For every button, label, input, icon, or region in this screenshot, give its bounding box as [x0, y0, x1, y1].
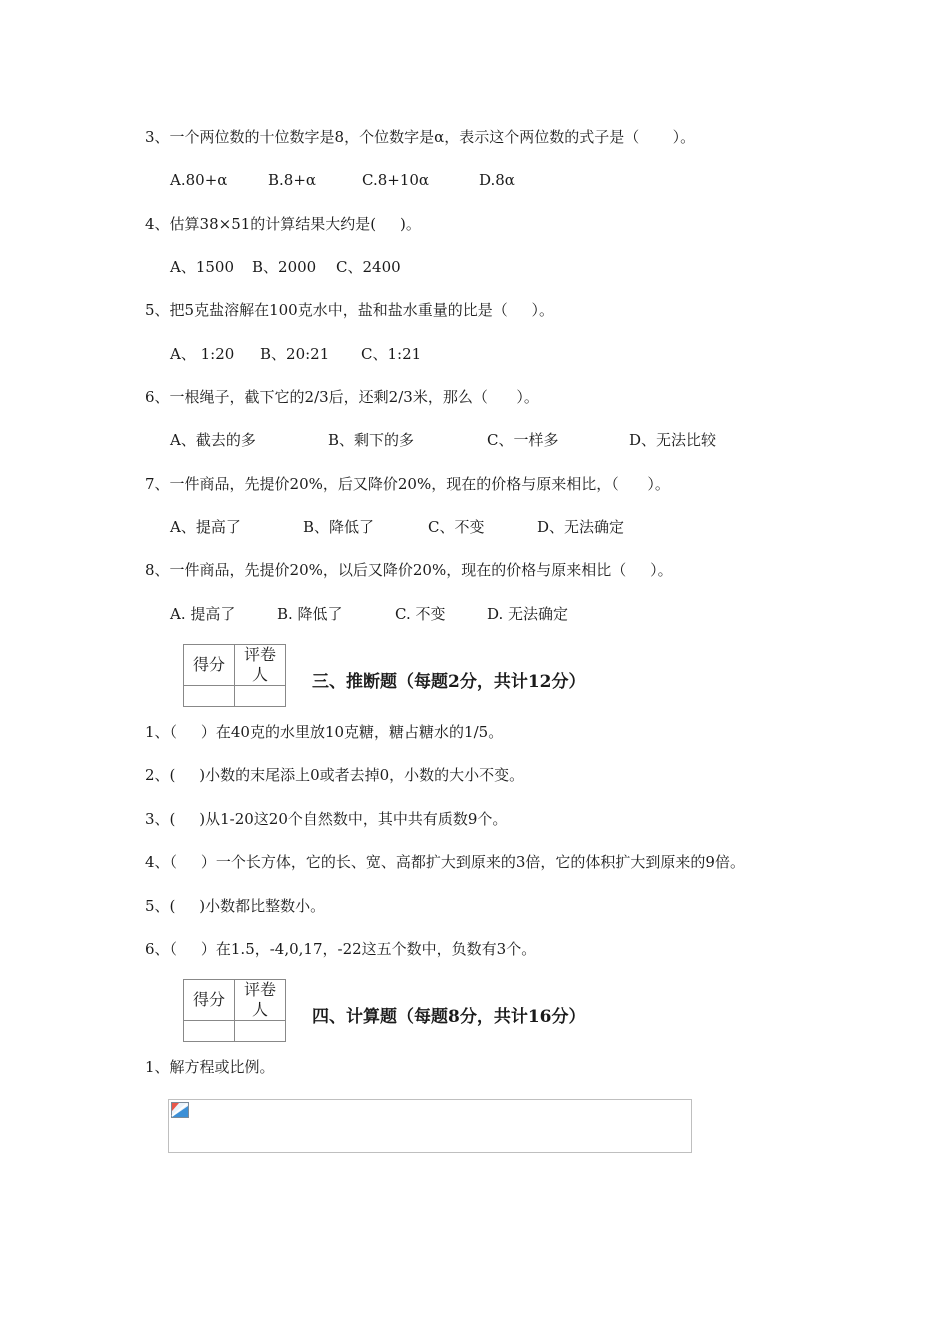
calculation-item-1: 1、解方程或比例。 — [145, 1058, 275, 1076]
option: C、1:21 — [361, 345, 422, 363]
option: B、20:21 — [260, 345, 330, 363]
option: B、2000 — [252, 258, 317, 276]
option: B.8+α — [268, 171, 317, 189]
option: B、降低了 — [303, 518, 375, 536]
equation-image-placeholder — [168, 1099, 692, 1153]
option: A. 提高了 — [170, 605, 236, 623]
judgement-item-2: 2、( )小数的末尾添上0或者去掉0，小数的大小不变。 — [145, 766, 525, 784]
option: A.80+α — [170, 171, 228, 189]
question-6: 6、一根绳子，截下它的2/3后，还剩2/3米，那么（ ）。 — [145, 388, 539, 406]
judgement-item-4: 4、（ ）一个长方体，它的长、宽、高都扩大到原来的3倍，它的体积扩大到原来的9倍。 — [145, 853, 745, 871]
score-table — [183, 644, 286, 707]
grader-label: 评卷人 — [235, 980, 286, 1021]
option: C、不变 — [428, 518, 485, 536]
option: B、剩下的多 — [328, 431, 415, 449]
option: A、截去的多 — [170, 431, 256, 449]
score-label: 得分 — [184, 980, 235, 1021]
option: D. 无法确定 — [487, 605, 569, 623]
judgement-item-6: 6、（ ）在1.5，-4,0,17，-22这五个数中，负数有3个。 — [145, 940, 537, 958]
option: A、提高了 — [170, 518, 241, 536]
section-4-title: 四、计算题（每题8分，共计16分） — [312, 1007, 586, 1027]
score-table — [183, 979, 286, 1042]
option: A、1500 — [170, 258, 235, 276]
question-3: 3、一个两位数的十位数字是8，个位数字是α，表示这个两位数的式子是（ ）。 — [145, 128, 696, 146]
option: B. 降低了 — [277, 605, 343, 623]
grader-cell — [235, 686, 286, 707]
grader-label: 评卷人 — [235, 645, 286, 686]
question-8: 8、一件商品，先提价20%，以后又降价20%，现在的价格与原来相比（ ）。 — [145, 561, 673, 579]
option: C、一样多 — [487, 431, 559, 449]
question-5: 5、把5克盐溶解在100克水中，盐和盐水重量的比是（ ）。 — [145, 301, 555, 319]
section-3-title: 三、推断题（每题2分，共计12分） — [312, 672, 586, 692]
option: D、无法确定 — [537, 518, 625, 536]
score-cell — [184, 686, 235, 707]
question-4: 4、估算38×51的计算结果大约是( )。 — [145, 215, 421, 233]
broken-image-icon — [171, 1102, 189, 1118]
score-label: 得分 — [184, 645, 235, 686]
score-cell — [184, 1021, 235, 1042]
judgement-item-1: 1、（ ）在40克的水里放10克糖，糖占糖水的1/5。 — [145, 723, 504, 741]
judgement-item-5: 5、( )小数都比整数小。 — [145, 897, 326, 915]
option: D.8α — [479, 171, 515, 189]
question-7: 7、一件商品，先提价20%，后又降价20%，现在的价格与原来相比，（ ）。 — [145, 475, 670, 493]
grader-cell — [235, 1021, 286, 1042]
option: C、2400 — [336, 258, 401, 276]
option: C. 不变 — [395, 605, 446, 623]
judgement-item-3: 3、( )从1-20这20个自然数中，其中共有质数9个。 — [145, 810, 508, 828]
option: C.8+10α — [362, 171, 430, 189]
option: A、 1:20 — [170, 345, 235, 363]
option: D、无法比较 — [629, 431, 717, 449]
